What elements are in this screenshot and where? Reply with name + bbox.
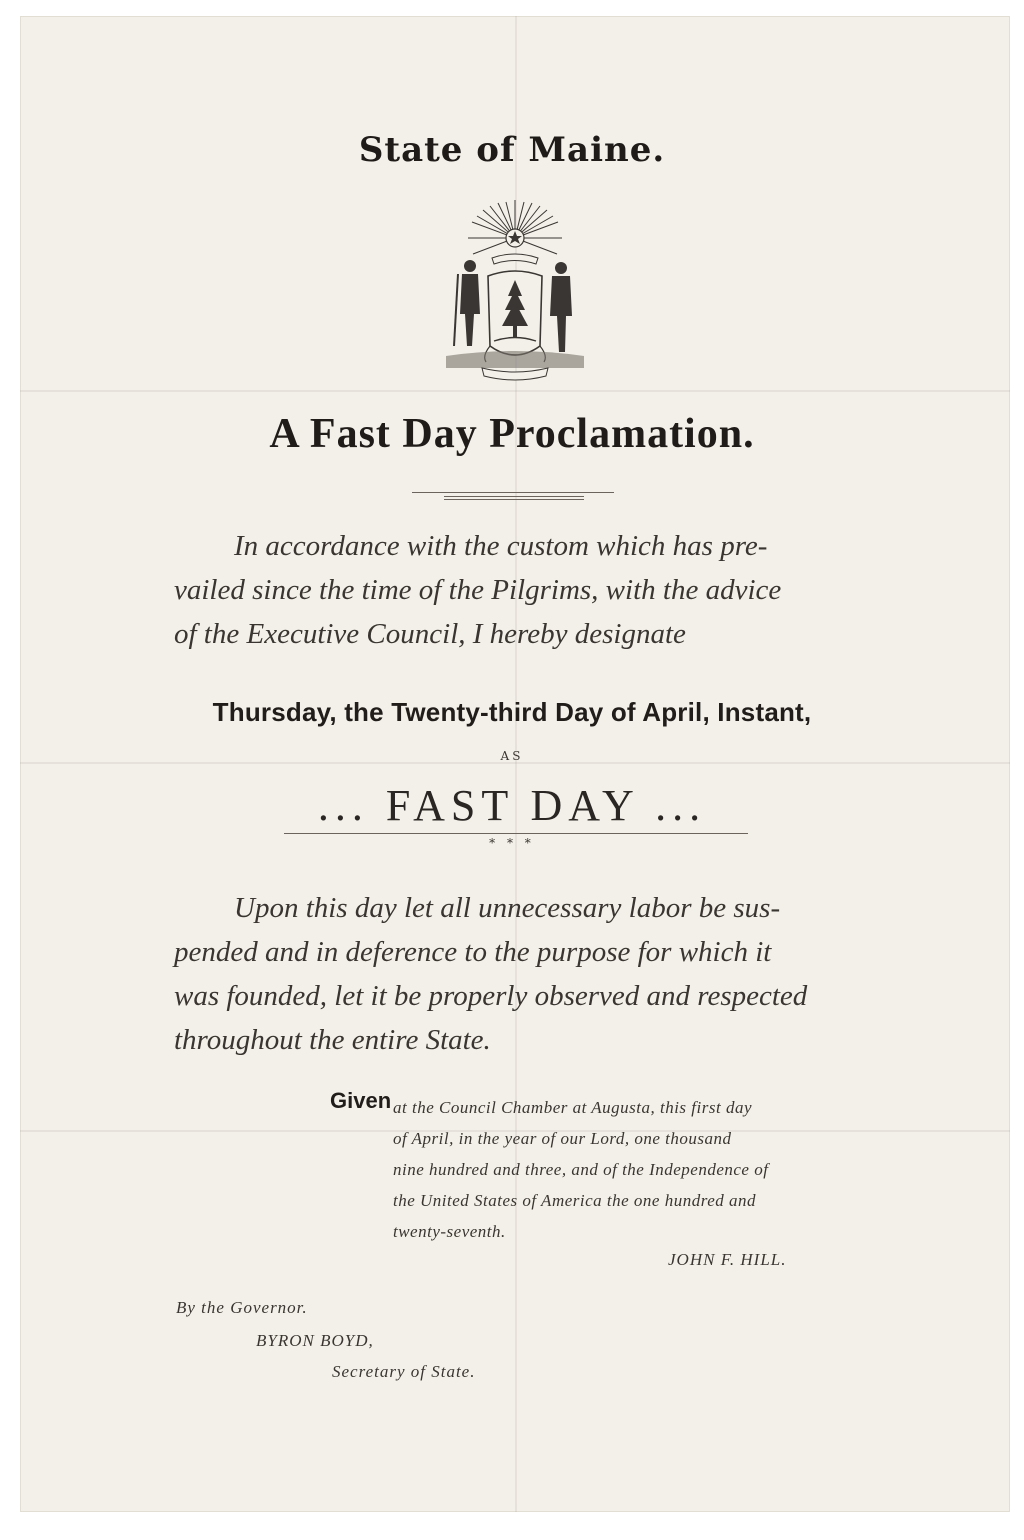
given-line: nine hundred and three, and of the Independence of (393, 1160, 769, 1179)
divider-rule (444, 496, 584, 497)
secretary-name: BYRON BOYD, (256, 1331, 374, 1350)
divider-rule (284, 833, 748, 834)
given-line: at the Council Chamber at Augusta, this first day (393, 1098, 752, 1117)
as-label: AS (500, 749, 524, 763)
divider-rule (412, 492, 614, 493)
proclamation-title: A Fast Day Proclamation. (269, 411, 755, 457)
paragraph-line: vailed since the time of the Pilgrims, with the advice (174, 574, 782, 606)
secretary-title: Secretary of State. (332, 1362, 476, 1381)
given-line: the United States of America the one hundred and (393, 1191, 756, 1210)
paragraph-observance (174, 886, 854, 1062)
paragraph-line: pended and in deference to the purpose for which it (174, 936, 772, 968)
paragraph-line: In accordance with the custom which has pre- (234, 530, 768, 562)
given-line: of April, in the year of our Lord, one thousand (393, 1129, 732, 1148)
divider-rule (444, 499, 584, 500)
given-label: Given (330, 1088, 392, 1113)
state-seal-icon (440, 196, 590, 384)
given-text (393, 1092, 853, 1247)
paragraph-line: Upon this day let all unnecessary labor be sus- (234, 892, 781, 924)
ornament: * * * (489, 836, 535, 850)
paragraph-intro (174, 524, 854, 656)
paragraph-line: throughout the entire State. (174, 1024, 491, 1056)
designated-day: Thursday, the Twenty-third Day of April, Instant, (212, 697, 812, 727)
governor-signature: JOHN F. HILL. (668, 1250, 787, 1269)
given-line: twenty-seventh. (393, 1222, 506, 1241)
state-title: State of Maine. (358, 130, 666, 170)
by-the-governor: By the Governor. (176, 1298, 308, 1317)
paragraph-line: was founded, let it be properly observed and respected (174, 980, 808, 1012)
paragraph-line: of the Executive Council, I hereby designate (174, 618, 686, 650)
fast-day-heading: ... FAST DAY ... (317, 781, 707, 830)
